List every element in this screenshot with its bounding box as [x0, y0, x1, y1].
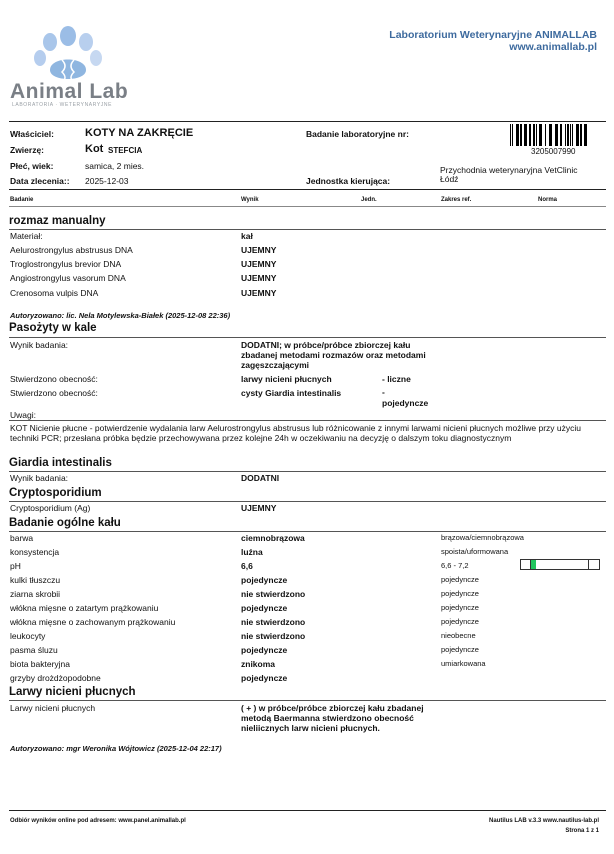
col-unit: Jedn. — [361, 197, 377, 203]
fecal-row: włókna mięsne o zachowanym prążkowaniu nie stwierdzono pojedyncze — [10, 617, 479, 627]
fecal-row: leukocyty nie stwierdzono nieobecne — [10, 631, 476, 641]
result-label: Wynik badania: — [10, 340, 69, 350]
animal-label: Zwierzę: — [10, 145, 45, 155]
section-title: Badanie ogólne kału — [9, 517, 121, 529]
section-title: Pasożyty w kale — [9, 322, 97, 334]
sex-age-value: samica, 2 mies. — [85, 161, 145, 171]
logo-subtitle: LABORATORIA · WETERYNARYJNE — [12, 102, 113, 108]
footer-online[interactable]: Odbiór wyników online pod adresem: www.panel.animallab.pl — [10, 818, 186, 824]
footer-page: Strona 1 z 1 — [565, 828, 599, 834]
species-value: Kot — [85, 143, 104, 155]
fecal-row: ziarna skrobii nie stwierdzono pojedyncze — [10, 589, 479, 599]
found-amount: - liczne — [382, 374, 411, 384]
date-value: 2025-12-03 — [85, 176, 129, 186]
section3-row: Wynik badania: DODATNI — [10, 473, 280, 483]
section-title: rozmaz manualny — [9, 215, 106, 227]
section1-row: Angiostrongylus vasorum DNA UJEMNY — [10, 273, 277, 283]
section1-row: Aelurostrongylus abstrusus DNA UJEMNY — [10, 245, 277, 255]
unit-line2: Łódź — [440, 174, 459, 184]
section-title: Cryptosporidium — [9, 487, 102, 499]
footer-software: Nautilus LAB v.3.3 www.nautilus-lab.pl — [488, 818, 599, 824]
section1-row: Materiał: kał — [10, 231, 253, 241]
sex-age-label: Płeć, wiek: — [10, 161, 54, 171]
found-amount: pojedyncze — [382, 398, 429, 408]
authorized-note: Autoryzowano: lic. Nela Motylewska-Białek (2025-12-08 22:36) — [10, 311, 231, 320]
fecal-row: kulki tłuszczu pojedyncze pojedyncze — [10, 575, 479, 585]
section1-row: Crenosoma vulpis DNA UJEMNY — [10, 288, 277, 298]
col-ref: Zakres ref. — [441, 197, 472, 203]
fecal-row: włókna mięsne o zatartym prążkowaniu pojedyncze pojedyncze — [10, 603, 479, 613]
logo-name: Animal Lab — [10, 80, 129, 103]
ph-norm-marker — [531, 560, 536, 569]
found-label: Stwierdzono obecność: — [10, 388, 98, 398]
fecal-row: konsystencja luźna spoista/uformowana — [10, 547, 509, 557]
unit-label: Jednostka kierująca: — [306, 176, 391, 186]
notes-label: Uwagi: — [10, 410, 36, 420]
section1-row: Troglostrongylus brevior DNA UJEMNY — [10, 259, 277, 269]
fecal-row: biota bakteryjna znikoma umiarkowana — [10, 659, 486, 669]
section-title: Giardia intestinalis — [9, 457, 112, 469]
owner-label: Właściciel: — [10, 129, 54, 139]
larvae-label: Larwy nicieni płucnych — [10, 703, 96, 713]
barcode — [510, 124, 598, 146]
notes-text: KOT Nicienie płucne - potwierdzenie wydalania larw Aelurostrongylus abstrusus lub różnicowanie z innymi larwami nicieni płucnych możliwe przy użyciu techniki PCR; przesłana próbka będzie przechowywana przez kolejne 24h w oczekiwaniu na decyzję o dalszym toku diagnostycznym — [10, 423, 582, 443]
col-test: Badanie — [10, 197, 34, 203]
date-label: Data zlecenia:: — [10, 176, 70, 186]
found-value: cysty Giardia intestinalis — [241, 388, 342, 398]
owner-value: KOTY NA ZAKRĘCIE — [85, 127, 194, 139]
found-value: larwy nicieni płucnych — [241, 374, 332, 384]
lab-header-name: Laboratorium Weterynaryjne ANIMALLAB — [389, 29, 597, 41]
fecal-row: grzyby drożdżopodobne pojedyncze — [10, 673, 288, 683]
found-label: Stwierdzono obecność: — [10, 374, 98, 384]
larvae-value: ( + ) w próbce/próbce zbiorczej kału zbadanej metodą Baermanna stwierdzono obecność nieliicznych larw nicieni płucnych. — [241, 703, 424, 733]
section4-row: Cryptosporidium (Ag) UJEMNY — [10, 503, 277, 513]
found-amount: - — [382, 387, 385, 397]
fecal-row: pH 6,6 6,6 - 7,2 — [10, 561, 469, 571]
authorized-note: Autoryzowano: mgr Weronika Wójtowicz (2025-12-04 22:17) — [10, 744, 222, 753]
col-result: Wynik — [241, 197, 259, 203]
exam-number-label: Badanie laboratoryjne nr: — [306, 129, 409, 139]
unit-line1: Przychodnia weterynaryjna VetClinic — [440, 165, 578, 175]
fecal-row: pasma śluzu pojedyncze pojedyncze — [10, 645, 479, 655]
lab-header-url[interactable]: www.animallab.pl — [509, 41, 597, 53]
result-value: DODATNI; w próbce/próbce zbiorczej kału zbadanej metodami rozmazów oraz metodami zagęszczającymi — [241, 340, 426, 370]
barcode-number: 3205007990 — [531, 147, 576, 156]
ph-norm-bar — [520, 559, 600, 570]
section-title: Larwy nicieni płucnych — [9, 686, 136, 698]
col-norm: Norma — [538, 197, 558, 203]
fecal-row: barwa ciemnobrązowa brązowa/ciemnobrązowa — [10, 533, 524, 543]
animal-name: STEFCIA — [108, 146, 143, 155]
